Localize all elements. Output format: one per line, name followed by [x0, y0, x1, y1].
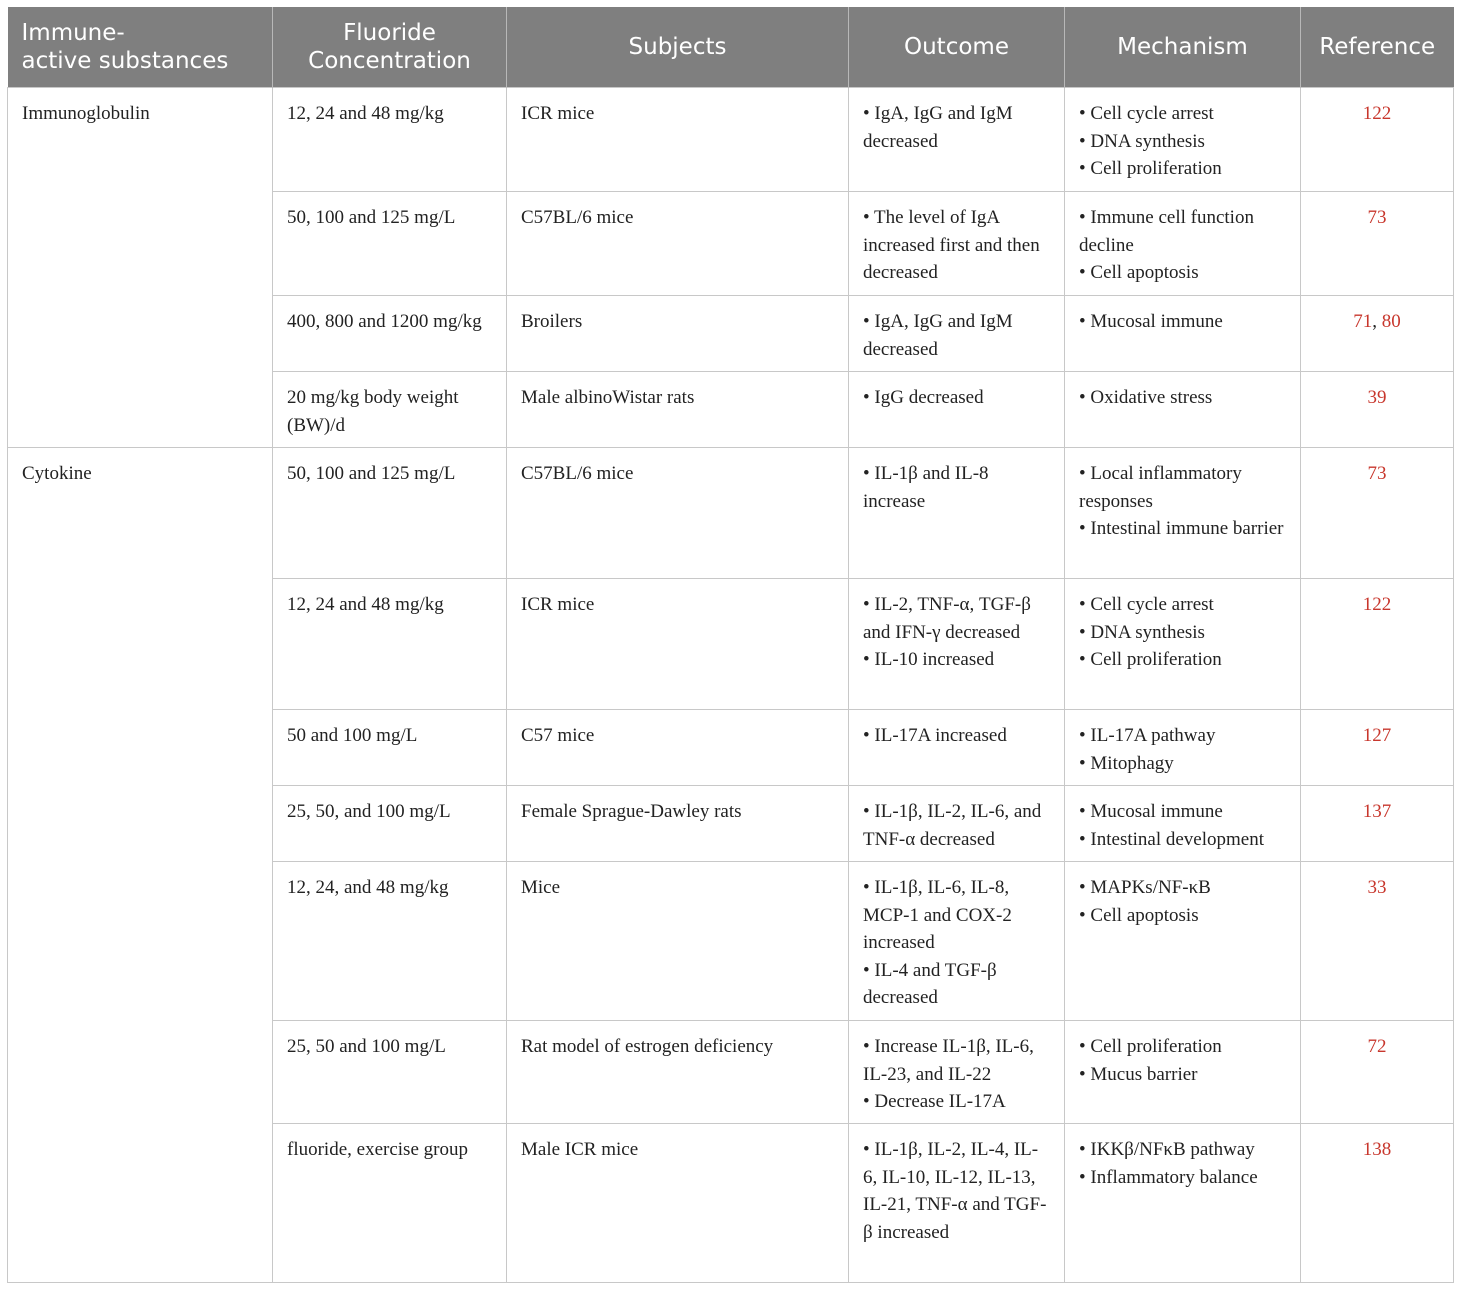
- subjects-cell: C57 mice: [507, 710, 849, 786]
- subjects-cell: ICR mice: [507, 88, 849, 192]
- mechanism-cell: [1065, 1124, 1301, 1283]
- outcome-cell: [849, 710, 1065, 786]
- outcome-cell: [849, 862, 1065, 1021]
- mechanism-item: • Immune cell function decline: [1079, 207, 1254, 256]
- concentration-cell: 12, 24, and 48 mg/kg: [273, 862, 507, 1021]
- concentration-cell: fluoride, exercise group: [273, 1124, 507, 1283]
- subjects-cell: Male ICR mice: [507, 1124, 849, 1283]
- subjects-cell: Female Sprague-Dawley rats: [507, 786, 849, 862]
- mechanism-item: • Cell cycle arrest: [1079, 103, 1214, 124]
- outcome-item: • IL-2, TNF-α, TGF-β and IFN-γ decreased: [863, 594, 1031, 643]
- mechanism-item: • MAPKs/NF-κB: [1079, 877, 1211, 898]
- concentration-cell: 20 mg/kg body weight (BW)/d: [273, 372, 507, 448]
- subjects-cell: Rat model of estrogen deficiency: [507, 1021, 849, 1124]
- reference-cell: [1301, 372, 1454, 448]
- mechanism-cell: [1065, 372, 1301, 448]
- reference-cell: [1301, 579, 1454, 710]
- mechanism-item: • Cell cycle arrest: [1079, 594, 1214, 615]
- table-body: [8, 88, 1454, 1283]
- mechanism-cell: [1065, 579, 1301, 710]
- outcome-item: • IL-17A increased: [863, 725, 1007, 746]
- outcome-cell: [849, 786, 1065, 862]
- header-fluoride-concentration: Fluoride Concentration: [273, 7, 507, 88]
- outcome-item: • IL-4 and TGF-β decreased: [863, 959, 997, 1009]
- outcome-item: • IL-10 increased: [863, 649, 995, 671]
- data-table: [7, 7, 1454, 1283]
- reference-cell: [1301, 862, 1454, 1021]
- mechanism-item: • Inflammatory balance: [1079, 1166, 1258, 1188]
- outcome-item: • Increase IL-1β, IL-6, IL-23, and IL-22: [863, 1036, 1034, 1085]
- mechanism-cell: [1065, 88, 1301, 192]
- reference-link[interactable]: 72: [1367, 1036, 1387, 1057]
- outcome-item: • IgG decreased: [863, 387, 984, 408]
- subjects-cell: Mice: [507, 862, 849, 1021]
- reference-cell: [1301, 710, 1454, 786]
- reference-separator: ,: [1372, 311, 1382, 332]
- outcome-item: • Decrease IL-17A: [863, 1091, 1006, 1113]
- concentration-cell: 50, 100 and 125 mg/L: [273, 192, 507, 296]
- reference-link[interactable]: 137: [1362, 801, 1392, 822]
- reference-link[interactable]: 73: [1367, 463, 1387, 484]
- reference-cell: [1301, 296, 1454, 372]
- mechanism-item: • Mucosal immune: [1079, 801, 1223, 822]
- mechanism-item: • DNA synthesis: [1079, 130, 1205, 152]
- reference-link[interactable]: 122: [1362, 594, 1392, 615]
- mechanism-item: • IL-17A pathway: [1079, 725, 1216, 746]
- outcome-item: • The level of IgA increased first and then decreased: [863, 207, 1040, 284]
- concentration-cell: 25, 50, and 100 mg/L: [273, 786, 507, 862]
- mechanism-cell: [1065, 296, 1301, 372]
- outcome-cell: [849, 1124, 1065, 1283]
- group-label-cell: Immunoglobulin: [8, 88, 273, 448]
- mechanism-cell: [1065, 192, 1301, 296]
- reference-cell: [1301, 192, 1454, 296]
- reference-cell: [1301, 786, 1454, 862]
- mechanism-item: • Cell proliferation: [1079, 158, 1222, 180]
- mechanism-cell: [1065, 862, 1301, 1021]
- mechanism-item: • Cell apoptosis: [1079, 904, 1199, 926]
- mechanism-item: • Mucus barrier: [1079, 1063, 1198, 1085]
- reference-cell: [1301, 88, 1454, 192]
- mechanism-item: • IKKβ/NFκB pathway: [1079, 1139, 1255, 1160]
- header-reference: Reference: [1301, 7, 1454, 88]
- outcome-cell: [849, 192, 1065, 296]
- reference-link[interactable]: 127: [1362, 725, 1392, 746]
- concentration-cell: 25, 50 and 100 mg/L: [273, 1021, 507, 1124]
- subjects-cell: C57BL/6 mice: [507, 192, 849, 296]
- mechanism-item: • Cell proliferation: [1079, 1036, 1222, 1057]
- header-immune-active-substances: Immune- active substances: [8, 7, 273, 88]
- outcome-item: • IL-1β, IL-2, IL-4, IL-6, IL-10, IL-12, IL-13, IL-21, TNF-α and TGF-β increased: [863, 1139, 1047, 1243]
- concentration-cell: 12, 24 and 48 mg/kg: [273, 579, 507, 710]
- reference-link[interactable]: 138: [1362, 1139, 1392, 1160]
- reference-link[interactable]: 80: [1381, 311, 1401, 332]
- reference-link[interactable]: 33: [1367, 877, 1387, 898]
- mechanism-item: • Oxidative stress: [1079, 387, 1213, 408]
- group-label-cell: Cytokine: [8, 448, 273, 1283]
- header-mechanism: Mechanism: [1065, 7, 1301, 88]
- mechanism-item: • DNA synthesis: [1079, 621, 1205, 643]
- outcome-cell: [849, 372, 1065, 448]
- mechanism-item: • Cell proliferation: [1079, 649, 1222, 671]
- concentration-cell: 12, 24 and 48 mg/kg: [273, 88, 507, 192]
- subjects-cell: ICR mice: [507, 579, 849, 710]
- subjects-cell: Male albinoWistar rats: [507, 372, 849, 448]
- mechanism-cell: [1065, 448, 1301, 579]
- reference-cell: [1301, 1124, 1454, 1283]
- reference-link[interactable]: 39: [1367, 387, 1387, 408]
- reference-link[interactable]: 71: [1353, 311, 1373, 332]
- concentration-cell: 50 and 100 mg/L: [273, 710, 507, 786]
- mechanism-item: • Mucosal immune: [1079, 311, 1223, 332]
- mechanism-item: • Mitophagy: [1079, 752, 1174, 774]
- subjects-cell: C57BL/6 mice: [507, 448, 849, 579]
- mechanism-item: • Cell apoptosis: [1079, 262, 1199, 284]
- concentration-cell: 50, 100 and 125 mg/L: [273, 448, 507, 579]
- table-row: [8, 88, 1454, 192]
- mechanism-item: • Local inflammatory responses: [1079, 463, 1242, 512]
- header-subjects: Subjects: [507, 7, 849, 88]
- mechanism-cell: [1065, 710, 1301, 786]
- outcome-cell: [849, 296, 1065, 372]
- mechanism-item: • Intestinal development: [1079, 828, 1264, 850]
- outcome-cell: [849, 579, 1065, 710]
- subjects-cell: Broilers: [507, 296, 849, 372]
- outcome-cell: [849, 448, 1065, 579]
- reference-cell: [1301, 448, 1454, 579]
- mechanism-cell: [1065, 786, 1301, 862]
- table-row: [8, 448, 1454, 579]
- header-outcome: Outcome: [849, 7, 1065, 88]
- reference-link[interactable]: 73: [1367, 207, 1387, 228]
- reference-link[interactable]: 122: [1362, 103, 1392, 124]
- outcome-item: • IL-1β and IL-8 increase: [863, 463, 989, 512]
- outcome-item: • IgA, IgG and IgM decreased: [863, 103, 1013, 152]
- mechanism-item: • Intestinal immune barrier: [1079, 518, 1284, 540]
- reference-cell: [1301, 1021, 1454, 1124]
- outcome-item: • IL-1β, IL-2, IL-6, and TNF-α decreased: [863, 801, 1042, 850]
- outcome-item: • IL-1β, IL-6, IL-8, MCP-1 and COX-2 increased: [863, 877, 1012, 954]
- outcome-cell: [849, 88, 1065, 192]
- concentration-cell: 400, 800 and 1200 mg/kg: [273, 296, 507, 372]
- mechanism-cell: [1065, 1021, 1301, 1124]
- outcome-item: • IgA, IgG and IgM decreased: [863, 311, 1013, 360]
- outcome-cell: [849, 1021, 1065, 1124]
- table-header-row: [8, 7, 1454, 88]
